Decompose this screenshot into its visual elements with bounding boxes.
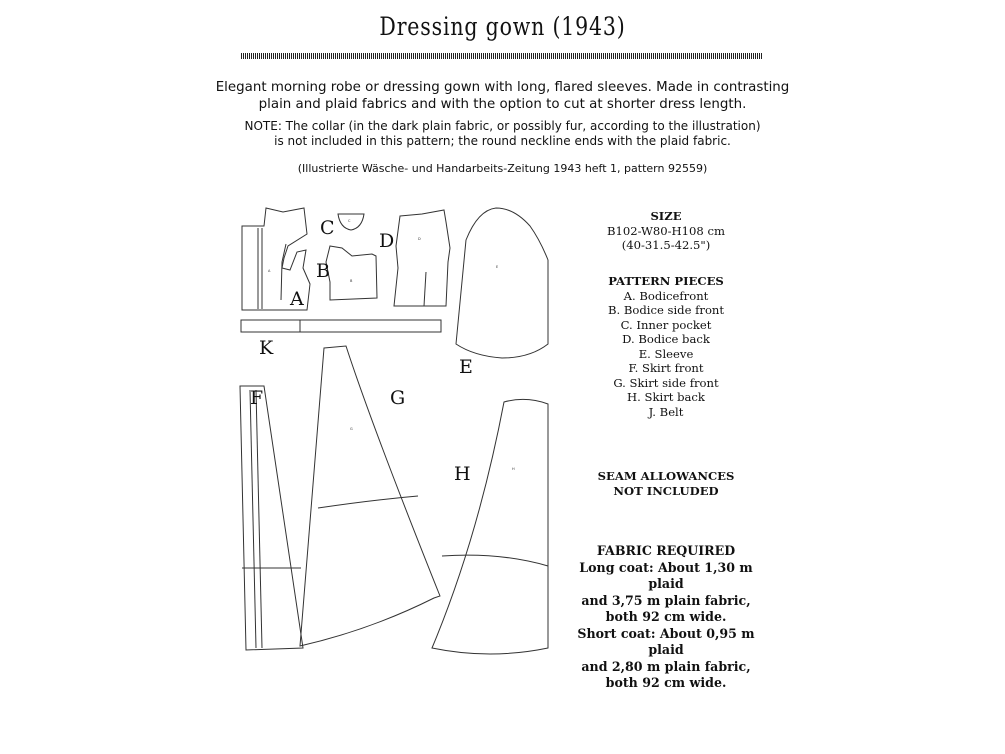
size-heading: SIZE <box>650 209 682 223</box>
piece-b-bodice-side-front <box>326 246 377 300</box>
piece-item: D. Bodice back <box>622 332 710 346</box>
piece-h-skirt-back <box>432 399 548 654</box>
note-line-1: NOTE: The collar (in the dark plain fabric, or possibly fur, according to the illustration) <box>244 119 761 133</box>
size-inches: (40-31.5-42.5") <box>621 238 711 252</box>
svg-text:A: A <box>268 269 271 273</box>
svg-text:C: C <box>348 219 351 223</box>
label-e: E <box>459 356 473 378</box>
piece-item: J. Belt <box>648 404 684 419</box>
fabric-line: Long coat: About 1,30 m plaid <box>579 559 753 591</box>
piece-item: B. Bodice side front <box>607 303 725 317</box>
source-citation: (Illustrierte Wäsche- und Handarbeits-Zeitung 1943 heft 1, pattern 92559) <box>297 162 708 175</box>
svg-text:E: E <box>496 265 499 269</box>
piece-item: C. Inner pocket <box>620 317 712 332</box>
page-title: Dressing gown (1943) <box>379 12 626 41</box>
piece-f-skirt-front <box>240 386 303 650</box>
svg-text:H: H <box>512 467 515 471</box>
label-h: H <box>454 463 471 485</box>
piece-item: G. Skirt side front <box>613 375 719 390</box>
label-d: D <box>379 230 395 252</box>
fabric-line: both 92 cm wide. <box>605 609 727 624</box>
seam-line-2: NOT INCLUDED <box>613 483 719 498</box>
label-b: B <box>316 260 330 282</box>
label-f: F <box>250 387 264 409</box>
fabric-line: and 3,75 m plain fabric, <box>581 592 751 608</box>
svg-text:G: G <box>350 427 353 431</box>
piece-c-inner-pocket <box>338 214 364 230</box>
piece-item: A. Bodicefront <box>623 288 709 303</box>
piece-g-skirt-side-front <box>300 346 440 646</box>
fabric-line: and 2,80 m plain fabric, <box>581 658 751 674</box>
fabric-line: Short coat: About 0,95 m plaid <box>577 625 755 657</box>
piece-d-bodice-back <box>394 210 450 306</box>
piece-e-sleeve <box>456 208 548 358</box>
note-line-2: is not included in this pattern; the round neckline ends with the plaid fabric. <box>274 134 731 148</box>
seam-line-1: SEAM ALLOWANCES <box>597 469 735 483</box>
intro-line-2: plain and plaid fabrics and with the option to cut at shorter dress length. <box>258 97 747 112</box>
svg-text:D: D <box>418 237 421 241</box>
label-a: A <box>290 288 304 310</box>
fabric-heading: FABRIC REQUIRED <box>596 543 736 558</box>
size-measurements: B102-W80-H108 cm <box>607 223 725 238</box>
label-k: K <box>259 337 274 359</box>
piece-k-belt <box>241 320 441 332</box>
fabric-line: both 92 cm wide. <box>605 675 727 690</box>
svg-text:B: B <box>350 279 353 283</box>
pieces-heading: PATTERN PIECES <box>608 274 724 288</box>
piece-item: H. Skirt back <box>627 390 705 404</box>
intro-line-1: Elegant morning robe or dressing gown with long, flared sleeves. Made in contrasting <box>215 80 790 95</box>
label-g: G <box>390 387 406 409</box>
piece-item: E. Sleeve <box>638 346 694 361</box>
label-c: C <box>320 217 335 239</box>
piece-item: F. Skirt front <box>628 361 704 375</box>
